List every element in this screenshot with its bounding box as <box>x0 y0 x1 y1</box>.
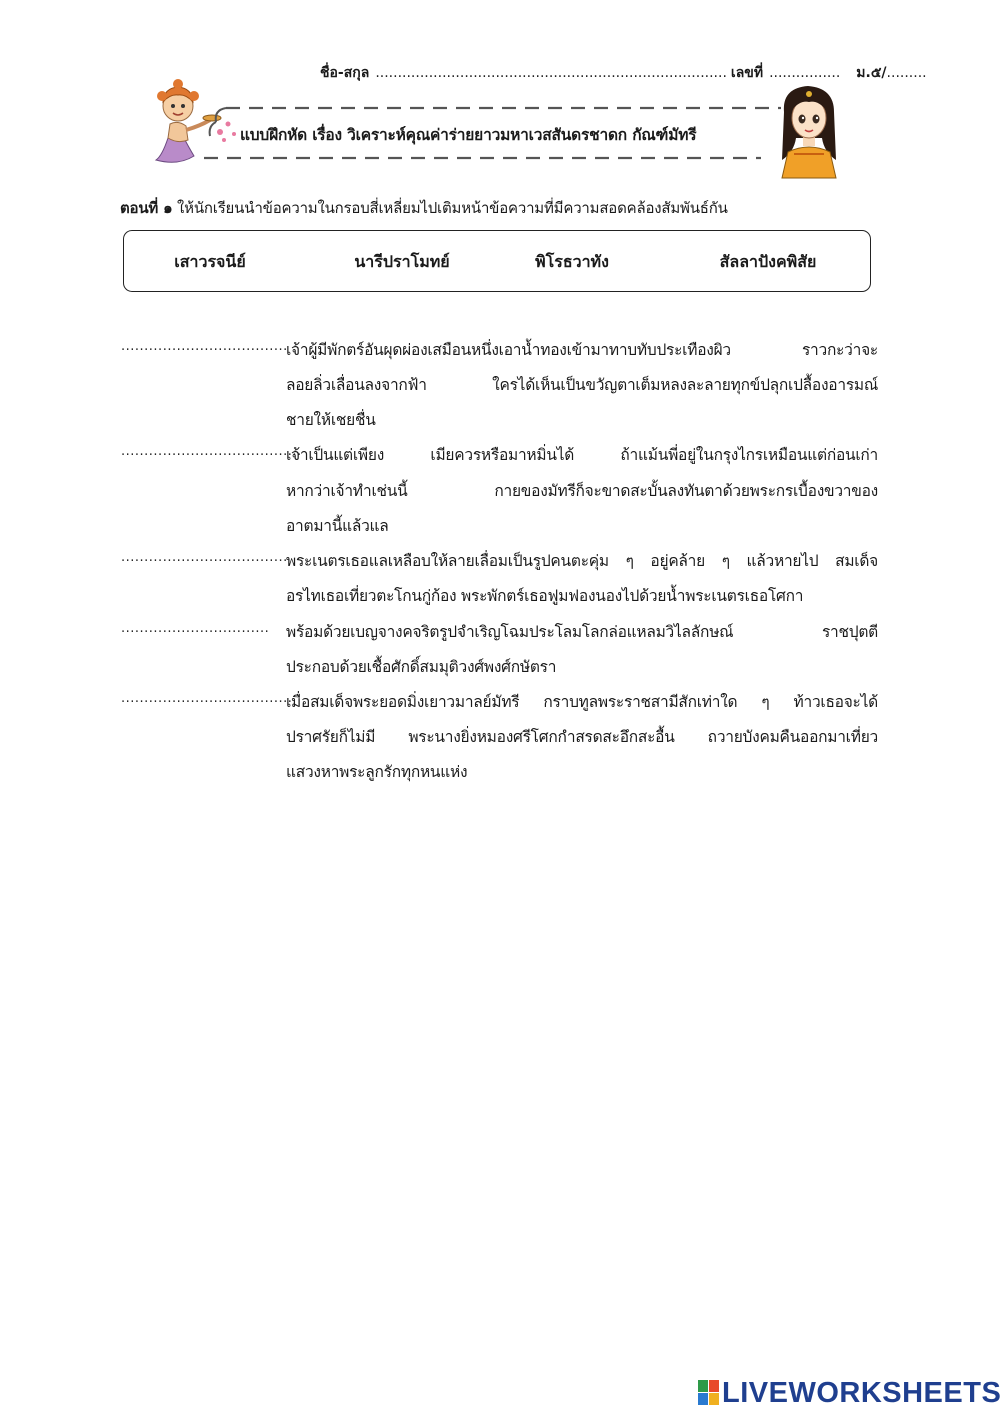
word-bank-item[interactable]: สัลลาปังคพิสัย <box>719 252 817 271</box>
girl-illustration <box>776 82 842 178</box>
answer-blank-3[interactable]: .................................... <box>121 550 288 565</box>
liveworksheets-logo-icon <box>698 1380 720 1406</box>
word-bank-item[interactable]: นารีปราโมทย์ <box>354 252 450 271</box>
item-2-line: อาตมานี้แล้วแล <box>286 517 389 535</box>
answer-blank-4[interactable]: ................................ <box>121 621 270 636</box>
item-2-line: หากว่าเจ้าทำเช่นนี้ กายของมัทรีก็จะขาดสะบั้นลงทันตาด้วยพระกรเบื้องขวาของ <box>286 482 878 500</box>
class-blank[interactable]: ......... <box>886 65 927 81</box>
item-1-line: เจ้าผู้มีพักตร์อันผุดผ่องเสมือนหนึ่งเอาน้ำทองเข้ามาทาบทับประเทืองผิว ราวกะว่าจะ <box>286 341 878 359</box>
item-3-line: อรไทเธอเที่ยวตะโกนกู่ก้อง พระพักตร์เธอฟูมฟองนองไปด้วยน้ำพระเนตรเธอโศกา <box>286 587 804 605</box>
instruction-text: ให้นักเรียนนำข้อความในกรอบสี่เหลี่ยมไปเติมหน้าข้อความที่มีความสอดคล้องสัมพันธ์กัน <box>177 199 728 217</box>
item-4-line: ประกอบด้วยเชื้อศักดิ์สมมุติวงศ์พงศ์กษัตรา <box>286 658 557 676</box>
answer-blank-5[interactable]: ..................................... <box>121 691 293 706</box>
item-1-line: ลอยลิ่วเลื่อนลงจากฟ้า ใครได้เห็นเป็นขวัญตาเต็มหลงละลายทุกข์ปลุกเปลื้องอารมณ์ <box>286 376 878 394</box>
answer-blank-2[interactable]: ....................................... <box>121 444 302 459</box>
item-5-line: เมื่อสมเด็จพระยอดมิ่งเยาวมาลย์มัทรี กราบทูลพระราชสามีสักเท่าใด ๆ ท้าวเธอจะได้ <box>286 693 878 711</box>
worksheet-title: แบบฝึกหัด เรื่อง วิเคราะห์คุณค่าร่ายยาวมหาเวสสันดรชาดก กัณฑ์มัทรี <box>240 126 697 144</box>
word-bank-item[interactable]: พิโรธวาทัง <box>535 252 609 271</box>
name-label: ชื่อ-สกุล <box>320 65 370 81</box>
class-label: ม.๕/ <box>856 65 887 81</box>
answer-blank-1[interactable]: .................................... <box>121 339 288 354</box>
item-4-line: พร้อมด้วยเบญจางคจริตรูปจำเริญโฉมประโลมโลกล่อแหลมวิไลลักษณ์ ราชปุตตี <box>286 623 878 641</box>
item-2-line: เจ้าเป็นแต่เพียง เมียควรหรือมาหมิ่นได้ ถ้าแม้นพี่อยู่ในกรุงไกรเหมือนแต่ก่อนเก่า <box>286 446 878 464</box>
item-1-line: ชายให้เชยชื่น <box>286 411 376 429</box>
item-5-line: แสวงหาพระลูกรักทุกหนแห่ง <box>286 763 468 781</box>
name-blank[interactable]: ............................................................................... <box>375 65 727 81</box>
word-bank-item[interactable]: เสาวรจนีย์ <box>174 252 246 271</box>
item-5-line: ปราศรัยก็ไม่มี พระนางยิ่งหมองศรีโศกกำสรดสะอึกสะอื้น ถวายบังคมคืนออกมาเที่ยว <box>286 728 878 746</box>
item-3-line: พระเนตรเธอแลเหลือบให้ลายเลื่อมเป็นรูปคนตะคุ่ม ๆ อยู่คล้าย ๆ แล้วหายไป สมเด็จ <box>286 552 878 570</box>
number-blank[interactable]: ................ <box>769 65 841 81</box>
instruction-label: ตอนที่ ๑ <box>120 199 173 217</box>
liveworksheets-logo-text: LIVEWORKSHEETS <box>722 1376 1001 1409</box>
number-label: เลขที่ <box>730 65 764 81</box>
liveworksheets-logo <box>698 1376 1001 1410</box>
instruction <box>120 196 880 222</box>
